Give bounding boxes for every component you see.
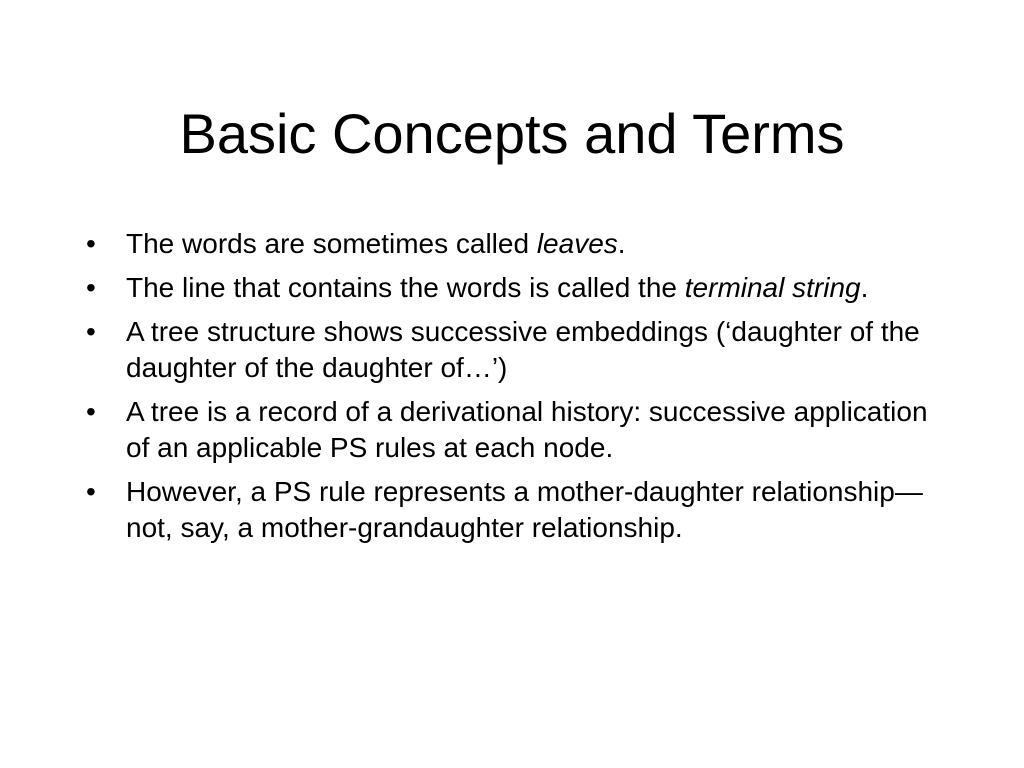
bullet-text-part: . (860, 272, 869, 303)
bullet-marker: • (86, 476, 96, 507)
bullet-item (86, 474, 946, 546)
bullet-text-part: A tree structure shows successive embeddings (‘daughter of the daughter of the daughter of…’) (126, 316, 920, 383)
bullet-marker: • (86, 272, 96, 303)
bullet-marker: • (86, 228, 96, 259)
bullet-text-emphasis: leaves (536, 228, 618, 259)
bullet-marker: • (86, 396, 96, 427)
slide-title: Basic Concepts and Terms (179, 102, 845, 165)
bullet-text-part: The words are sometimes called (126, 228, 537, 259)
bullet-text-part: However, a PS rule represents a mother-daughter relationship—not, say, a mother-grandaughter relationship. (126, 476, 923, 543)
bullet-item (86, 270, 946, 306)
bullet-item (86, 394, 946, 466)
bullet-text-part: The line that contains the words is called the (126, 272, 685, 303)
bullet-list (86, 226, 946, 554)
bullet-marker: • (86, 316, 96, 347)
bullet-text-part: . (617, 228, 626, 259)
bullet-item (86, 314, 946, 386)
bullet-item (86, 226, 946, 262)
bullet-text-part: A tree is a record of a derivational history: successive application of an applicable PS rules at each node. (126, 396, 928, 463)
bullet-text-emphasis: terminal string (684, 272, 861, 303)
